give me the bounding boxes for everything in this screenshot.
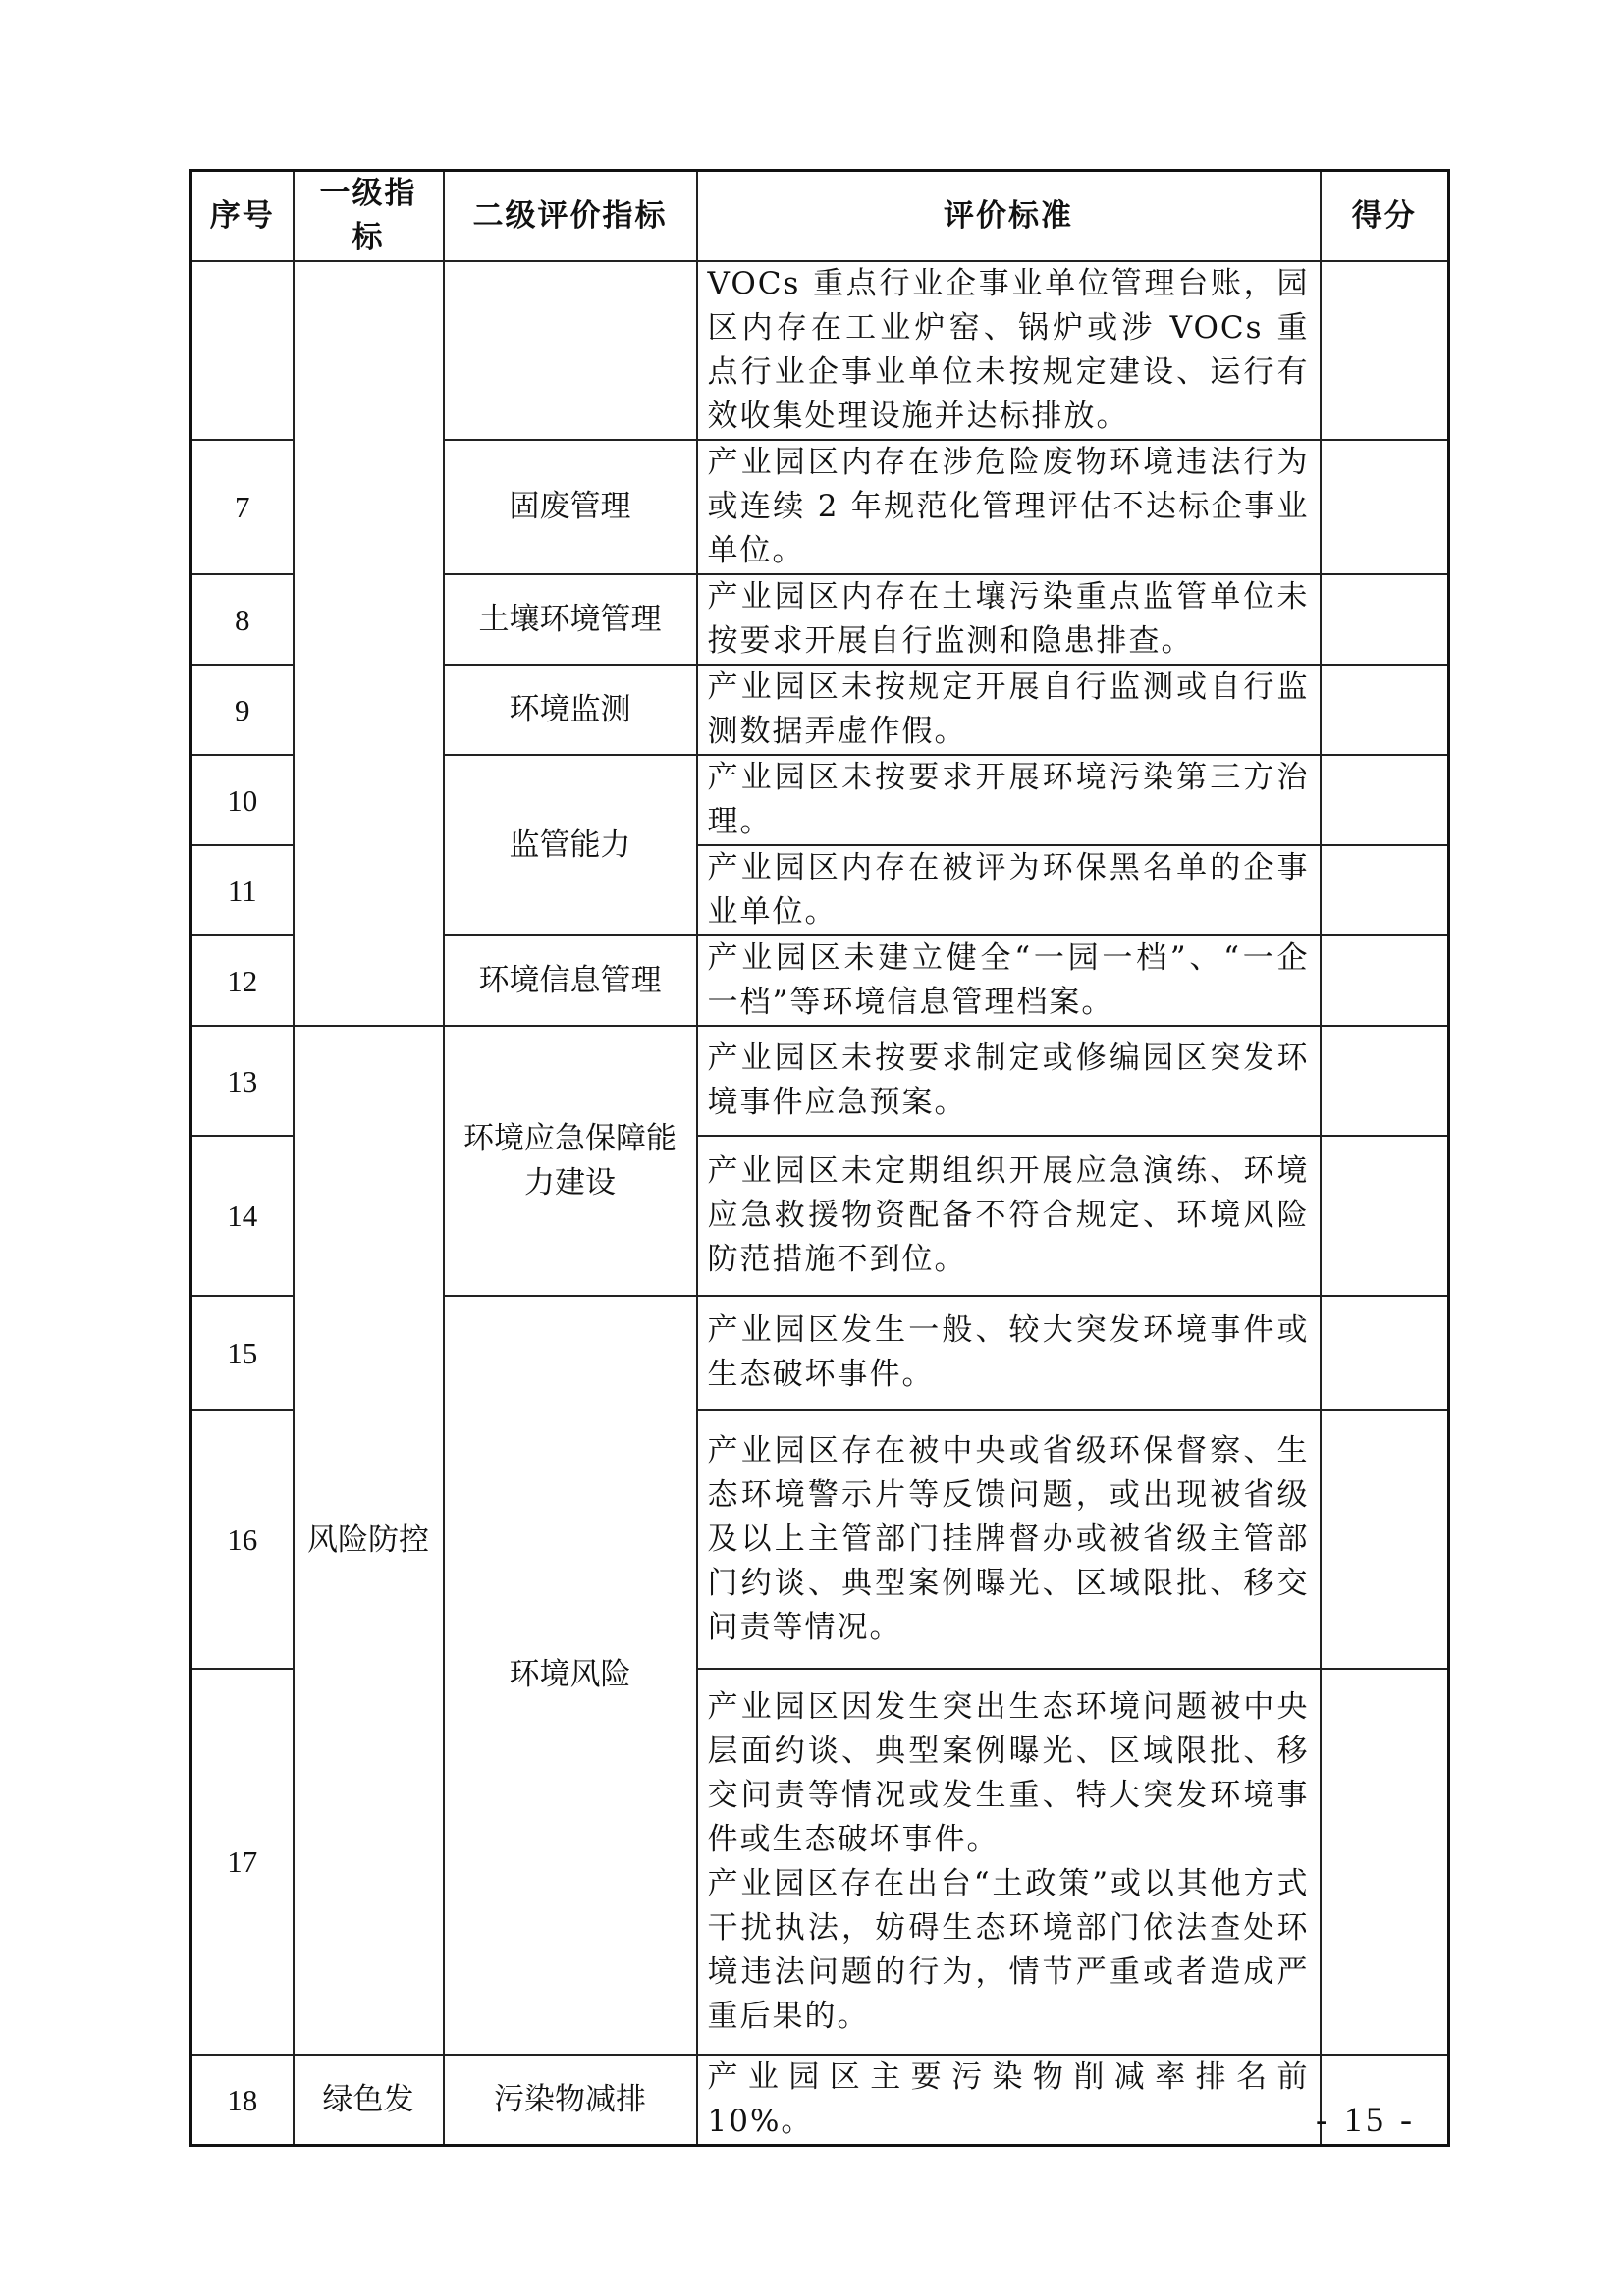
row-standard: 产业园区主要污染物削减率排名前 10%。 (697, 2055, 1321, 2146)
row-standard: 产业园区内存在土壤污染重点监管单位未按要求开展自行监测和隐患排查。 (697, 574, 1321, 665)
row-score (1321, 261, 1449, 440)
row-seq: 13 (191, 1026, 294, 1136)
row-score (1321, 1026, 1449, 1136)
row-score (1321, 755, 1449, 845)
level2-reduction: 污染物减排 (444, 2055, 697, 2146)
row-seq: 11 (191, 845, 294, 935)
row-seq: 17 (191, 1669, 294, 2055)
row-seq: 12 (191, 935, 294, 1026)
level2-risk: 环境风险 (444, 1296, 697, 2055)
row-seq: 9 (191, 665, 294, 755)
row-standard: VOCs 重点行业企事业单位管理台账，园区内存在工业炉窑、锅炉或涉 VOCs 重点行业企事业单位未按规定建设、运行有效收集处理设施并达标排放。 (697, 261, 1321, 440)
table-row (191, 261, 1449, 440)
row-seq: 7 (191, 440, 294, 574)
row-seq (191, 261, 294, 440)
header-seq: 序号 (191, 171, 294, 262)
row-standard: 产业园区未定期组织开展应急演练、环境应急救援物资配备不符合规定、环境风险防范措施不到位。 (697, 1136, 1321, 1296)
row-seq: 10 (191, 755, 294, 845)
row-seq: 14 (191, 1136, 294, 1296)
row-standard: 产业园区发生一般、较大突发环境事件或生态破坏事件。 (697, 1296, 1321, 1410)
row-standard: 产业园区因发生突出生态环境问题被中央层面约谈、典型案例曝光、区域限批、移交问责等情况或发生重、特大突发环境事件或生态破坏事件。 产业园区存在出台“土政策”或以其他方式干扰执法，妨碍生态环境部门依法查处环境违法问题的行为，情节严重或者造成严重后果的。 (697, 1669, 1321, 2055)
row-seq: 15 (191, 1296, 294, 1410)
row-score (1321, 1296, 1449, 1410)
row-seq: 18 (191, 2055, 294, 2146)
header-level1: 一级指标 (294, 171, 444, 262)
page-number: - 15 - (1316, 2100, 1416, 2139)
row-standard: 产业园区未按要求开展环境污染第三方治理。 (697, 755, 1321, 845)
row-score (1321, 1669, 1449, 2055)
level1-risk-control: 风险防控 (294, 1026, 444, 2055)
row-score (1321, 1136, 1449, 1296)
row-score (1321, 1410, 1449, 1669)
row-standard: 产业园区内存在被评为环保黑名单的企事业单位。 (697, 845, 1321, 935)
row-seq: 16 (191, 1410, 294, 1669)
header-level2: 二级评价指标 (444, 171, 697, 262)
row-score (1321, 574, 1449, 665)
header-score: 得分 (1321, 171, 1449, 262)
evaluation-table (189, 169, 1450, 2147)
row-score (1321, 440, 1449, 574)
table-header-row (191, 171, 1449, 262)
level2-cell-continued (444, 261, 697, 440)
level1-green-dev: 绿色发 (294, 2055, 444, 2146)
row-score (1321, 665, 1449, 755)
row-standard: 产业园区内存在涉危险废物环境违法行为或连续 2 年规范化管理评估不达标企事业单位。 (697, 440, 1321, 574)
level2-info: 环境信息管理 (444, 935, 697, 1026)
table-row (191, 2055, 1449, 2146)
row-standard: 产业园区存在被中央或省级环保督察、生态环境警示片等反馈问题，或出现被省级及以上主管部门挂牌督办或被省级主管部门约谈、典型案例曝光、区域限批、移交问责等情况。 (697, 1410, 1321, 1669)
level2-emergency: 环境应急保障能力建设 (444, 1026, 697, 1296)
level2-monitoring: 环境监测 (444, 665, 697, 755)
row-standard: 产业园区未建立健全“一园一档”、“一企一档”等环境信息管理档案。 (697, 935, 1321, 1026)
row-standard: 产业园区未按要求制定或修编园区突发环境事件应急预案。 (697, 1026, 1321, 1136)
level2-supervision: 监管能力 (444, 755, 697, 935)
table-row (191, 1026, 1449, 1136)
row-score (1321, 935, 1449, 1026)
level1-cell-continued (294, 261, 444, 1026)
level2-solid-waste: 固废管理 (444, 440, 697, 574)
header-standard: 评价标准 (697, 171, 1321, 262)
level2-soil: 土壤环境管理 (444, 574, 697, 665)
row-standard: 产业园区未按规定开展自行监测或自行监测数据弄虚作假。 (697, 665, 1321, 755)
row-score (1321, 845, 1449, 935)
row-seq: 8 (191, 574, 294, 665)
